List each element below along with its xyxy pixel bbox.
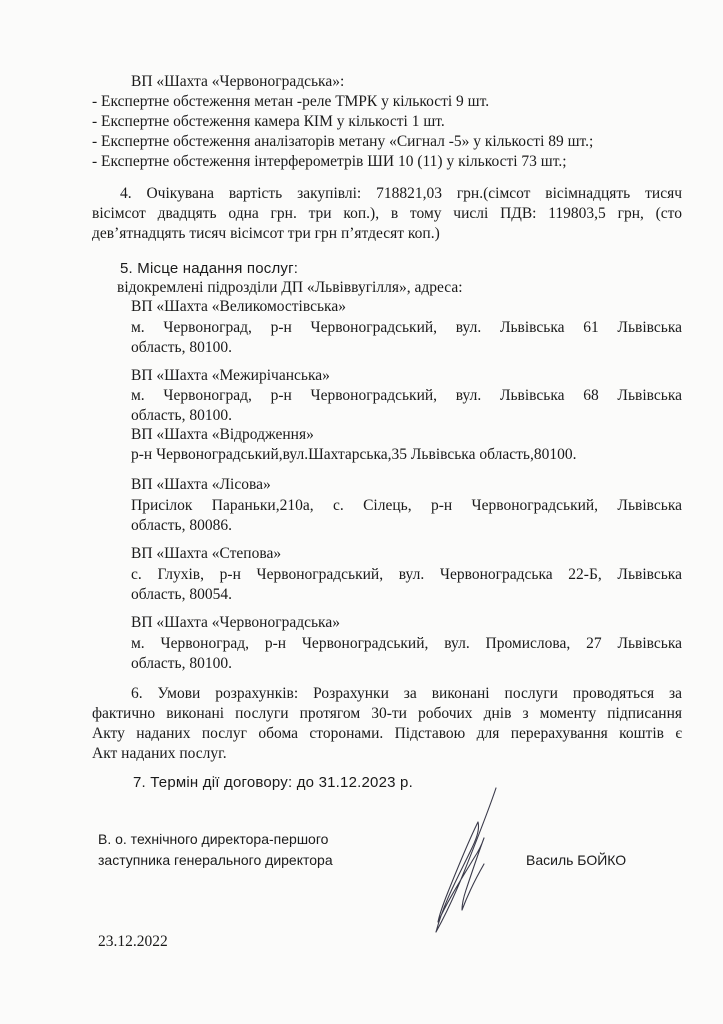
section4-line1: 4. Очікувана вартість закупівлі: 718821,03 грн.(сімсот вісімнадцять тисяч [120,185,682,202]
section6-line4: Акт наданих послуг. [92,745,227,762]
list-item: - Експертне обстеження інтерферометрів ШИ 10 (11) у кількості 73 шт.; [92,153,567,170]
site-name: ВП «Шахта «Відродження» [131,426,314,443]
document-date: 23.12.2022 [98,933,168,950]
section7-term: 7. Термін дії договору: до 31.12.2023 р. [133,774,413,791]
section6-line2: фактично виконані послуги протягом 30-ти робочих днів з моменту підписання [92,705,682,722]
list-item: - Експертне обстеження метан -реле ТМРК у кількості 9 шт. [92,93,490,110]
site-address: м. Червоноград, р-н Червоноградський, вул. Промислова, 27 Львівська [131,635,682,652]
section5-intro: відокремлені підрозділи ДП «Львіввугілля», адреса: [117,279,463,296]
site-name: ВП «Шахта «Межирічанська» [131,367,330,384]
site-address-cont: область, 80100. [131,339,232,356]
site-address: м. Червоноград, р-н Червоноградський, вул. Львівська 61 Львівська [131,319,682,336]
signatory-position-line1: В. о. технічного директора-першого [98,831,329,847]
site-name: ВП «Шахта «Степова» [131,545,282,562]
site-address: м. Червоноград, р-н Червоноградський, вул. Львівська 68 Львівська [131,387,682,404]
site-name: ВП «Шахта «Червоноградська» [131,614,340,631]
site-name: ВП «Шахта «Лісова» [131,476,271,493]
site-address-cont: область, 80100. [131,655,232,672]
section6-line3: Акту наданих послуг обома сторонами. Підставою для перерахування коштів є [92,725,682,742]
section4-line2: вісімсот двадцять одна грн. три коп.), в тому числі ПДВ: 119803,5 грн, (сто [92,205,682,222]
section5-title: 5. Місце надання послуг: [120,260,299,277]
section6-line1: 6. Умови розрахунків: Розрахунки за виконані послуги проводяться за [131,685,682,702]
site-name: ВП «Шахта «Великомостівська» [131,298,346,315]
handwritten-signature [418,782,518,942]
section4-line3: дев’ятнадцять тисяч вісімсот три грн п’ятдесят коп.) [92,225,440,242]
site-address-cont: область, 80054. [131,586,232,603]
section-heading-chervonogradska: ВП «Шахта «Червоноградська»: [131,73,345,90]
signatory-name: Василь БОЙКО [526,852,627,868]
signatory-position-line2: заступника генерального директора [98,852,333,868]
site-address-cont: область, 80100. [131,407,232,424]
list-item: - Експертне обстеження аналізаторів метану «Сигнал -5» у кількості 89 шт.; [92,133,594,150]
site-address: с. Глухів, р-н Червоноградський, вул. Червоноградська 22-Б, Львівська [131,566,682,583]
site-address: Присілок Параньки,210а, с. Сілець, р-н Червоноградський, Львівська [131,497,682,514]
site-address-cont: область, 80086. [131,517,232,534]
list-item: - Експертне обстеження камера КІМ у кількості 1 шт. [92,113,445,130]
site-address: р-н Червоноградський,вул.Шахтарська,35 Львівська область,80100. [131,446,577,463]
